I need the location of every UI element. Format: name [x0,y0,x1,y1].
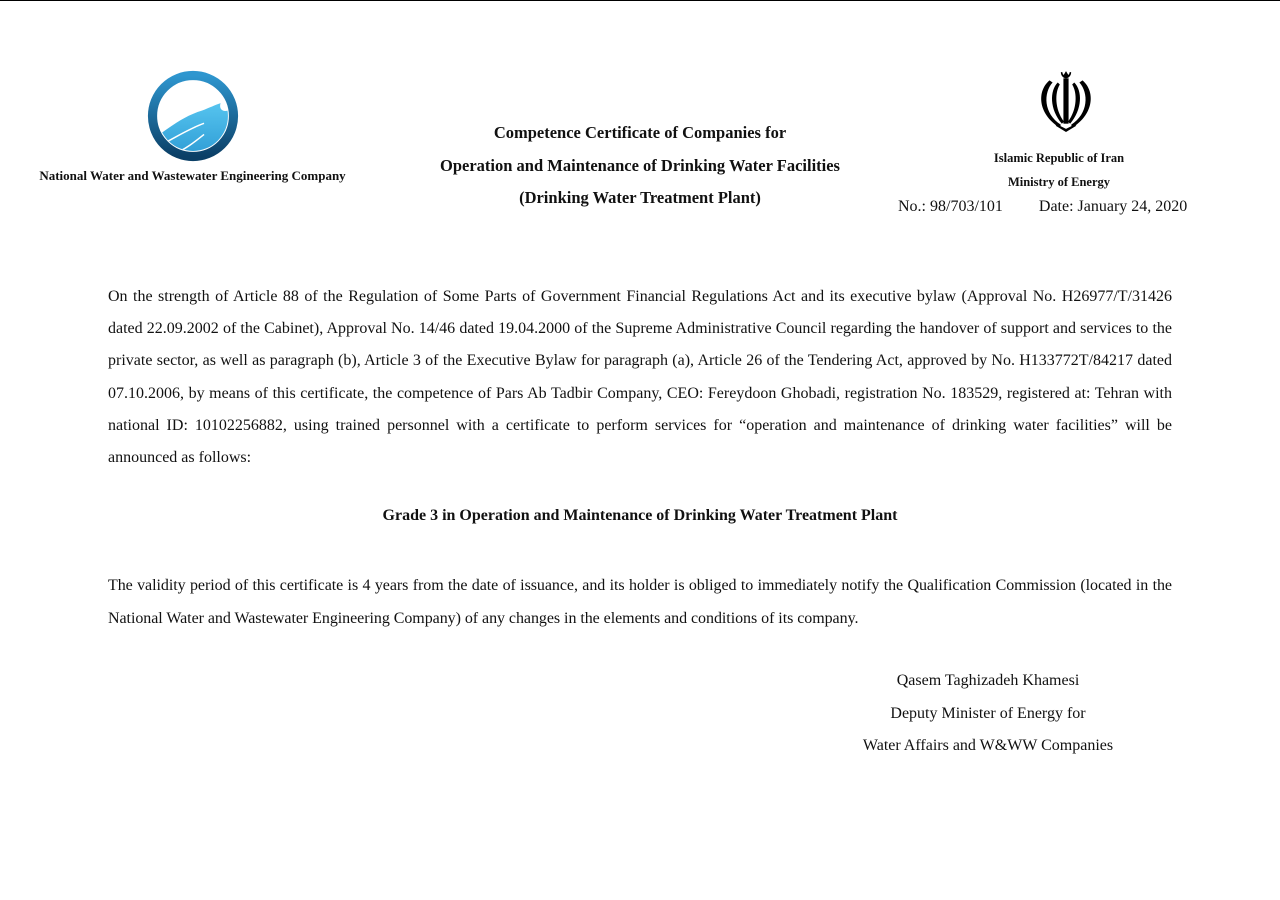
signatory-title: Deputy Minister of Energy for [890,704,1086,722]
title-line: (Drinking Water Treatment Plant) [519,188,761,207]
iran-emblem-icon [1035,68,1097,134]
title-line: Operation and Maintenance of Drinking Water Facilities [440,155,840,175]
certificate-grade: Grade 3 in Operation and Maintenance of Drinking Water Treatment Plant [382,507,898,524]
ministry-caption [874,146,1244,194]
certificate-date: Date: January 24, 2020 [1038,198,1188,215]
certificate-title [400,117,880,215]
signatory-title: Water Affairs and W&WW Companies [862,737,1114,754]
issuer-header [20,70,365,184]
country-name: Islamic Republic of Iran [993,151,1125,165]
ministry-name: Ministry of Energy [1007,175,1111,189]
ministry-header [880,68,1250,215]
reference-line [898,198,1187,216]
water-wave-logo-icon [147,70,239,162]
validity-paragraph: The validity period of this certificate is 4 years from the date of issuance, and its holder is obliged to immediately notify the Qualification Commission (located in the National Water and Wastewater Engineering Company) of any changes in the elements and conditions of its company. [108,577,1172,627]
issuer-company-name: National Water and Wastewater Engineering Company [39,168,346,183]
signatory-name: Qasem Taghizadeh Khamesi [896,672,1080,689]
certificate-number: No.: 98/703/101 [898,198,1003,215]
title-line: Competence Certificate of Companies for [493,123,787,142]
legal-basis-paragraph: On the strength of Article 88 of the Regulation of Some Parts of Government Financial Regulations Act and its executive bylaw (Approval No. H26977/T/31426 dated 22.09.2002 of the Cabinet), Approval No. 14/46 dated 19.04.2000 of the Supreme Administrative Council regarding the handover of support and services to the private sector, as well as paragraph (b), Article 3 of the Executive Bylaw for paragraph (a), Article 26 of the Tendering Act, approved by No. H133772T/84217 dated 07.10.2006, by means of this certificate, the competence of Pars Ab Tadbir Company, CEO: Fereydoon Ghobadi, registration No. 183529, registered at: Tehran with national ID: 10102256882, using trained personnel with a certificate to perform services for “operation and maintenance of drinking water facilities” will be announced as follows: [108,288,1172,467]
top-border-line [0,0,1280,1]
signature-block [818,665,1158,763]
